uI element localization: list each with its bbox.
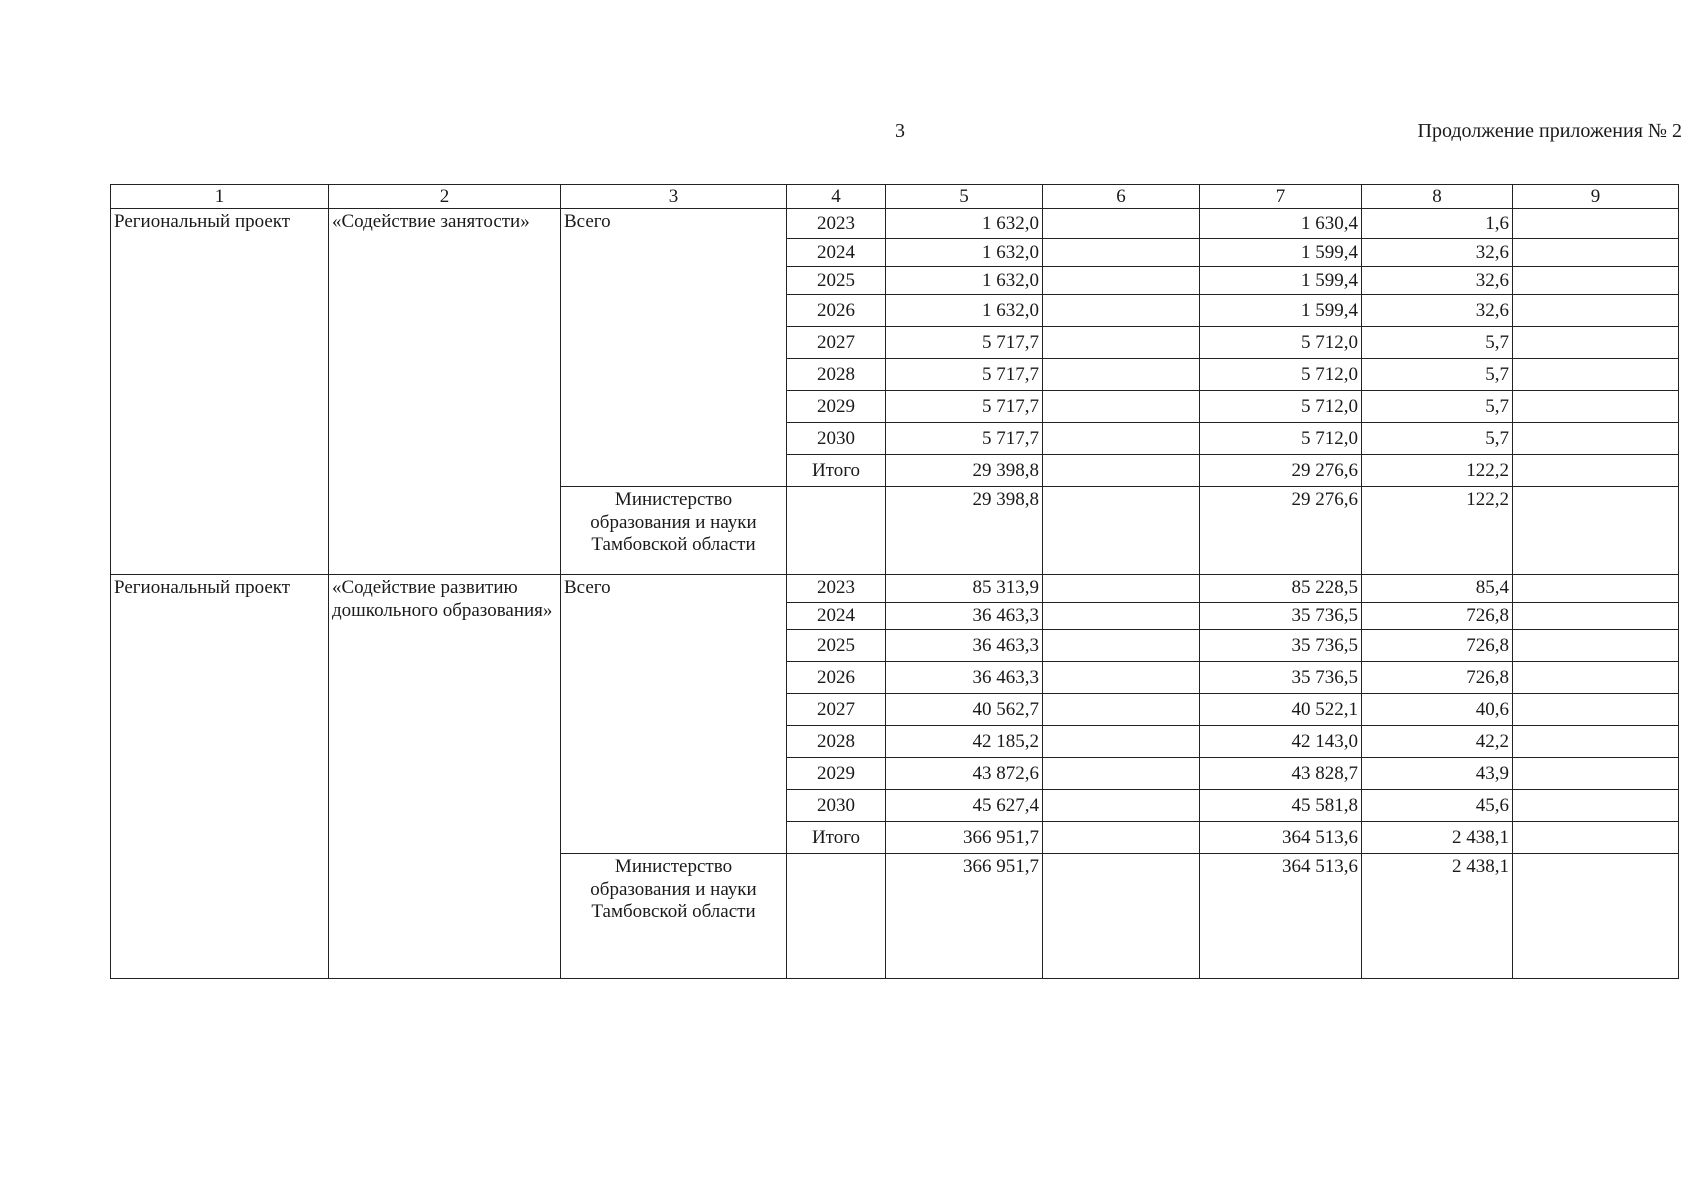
value-cell: 40,6 bbox=[1362, 694, 1513, 726]
value-cell bbox=[1043, 630, 1200, 662]
value-cell bbox=[1513, 602, 1679, 629]
value-cell bbox=[1513, 423, 1679, 455]
value-cell: 1 599,4 bbox=[1200, 239, 1362, 267]
year-cell: 2025 bbox=[787, 267, 886, 295]
year-cell: 2028 bbox=[787, 726, 886, 758]
value-cell bbox=[1043, 267, 1200, 295]
header-row bbox=[111, 185, 1679, 209]
value-cell: 726,8 bbox=[1362, 602, 1513, 629]
column-header-8: 8 bbox=[1362, 185, 1513, 209]
value-cell: 1 632,0 bbox=[886, 209, 1043, 239]
executor-value-cell: 2 438,1 bbox=[1362, 854, 1513, 979]
value-cell bbox=[1513, 758, 1679, 790]
value-cell: 45 581,8 bbox=[1200, 790, 1362, 822]
executor-value-cell bbox=[1043, 854, 1200, 979]
value-cell: 85 228,5 bbox=[1200, 575, 1362, 602]
executor-value-cell: 122,2 bbox=[1362, 487, 1513, 575]
table-body bbox=[111, 185, 1679, 979]
value-cell: 36 463,3 bbox=[886, 662, 1043, 694]
executor-value-cell bbox=[1513, 487, 1679, 575]
value-cell: 366 951,7 bbox=[886, 822, 1043, 854]
value-cell: 1 632,0 bbox=[886, 295, 1043, 327]
value-cell: 45,6 bbox=[1362, 790, 1513, 822]
column-header-6: 6 bbox=[1043, 185, 1200, 209]
value-cell bbox=[1513, 790, 1679, 822]
value-cell: 32,6 bbox=[1362, 295, 1513, 327]
executor-value-cell bbox=[787, 854, 886, 979]
value-cell: 43,9 bbox=[1362, 758, 1513, 790]
value-cell: 122,2 bbox=[1362, 455, 1513, 487]
value-cell: 5 712,0 bbox=[1200, 359, 1362, 391]
value-cell bbox=[1513, 295, 1679, 327]
value-cell: 42,2 bbox=[1362, 726, 1513, 758]
year-cell: 2030 bbox=[787, 790, 886, 822]
value-cell bbox=[1043, 359, 1200, 391]
value-cell: 45 627,4 bbox=[886, 790, 1043, 822]
budget-table bbox=[110, 184, 1679, 979]
column-header-4: 4 bbox=[787, 185, 886, 209]
value-cell bbox=[1513, 630, 1679, 662]
value-cell: 29 276,6 bbox=[1200, 455, 1362, 487]
column-header-7: 7 bbox=[1200, 185, 1362, 209]
executor-value-cell: 364 513,6 bbox=[1200, 854, 1362, 979]
value-cell: 35 736,5 bbox=[1200, 662, 1362, 694]
value-cell: 1 599,4 bbox=[1200, 267, 1362, 295]
executor-value-cell: 29 276,6 bbox=[1200, 487, 1362, 575]
value-cell: 5,7 bbox=[1362, 391, 1513, 423]
value-cell: 36 463,3 bbox=[886, 630, 1043, 662]
year-cell: 2028 bbox=[787, 359, 886, 391]
value-cell: 29 398,8 bbox=[886, 455, 1043, 487]
value-cell bbox=[1043, 455, 1200, 487]
value-cell: 42 185,2 bbox=[886, 726, 1043, 758]
executor-name-cell: Министерство образования и науки Тамбовской области bbox=[561, 854, 787, 979]
value-cell bbox=[1043, 327, 1200, 359]
value-cell: 35 736,5 bbox=[1200, 630, 1362, 662]
value-cell bbox=[1513, 359, 1679, 391]
value-cell: 5,7 bbox=[1362, 423, 1513, 455]
value-cell: 5 712,0 bbox=[1200, 423, 1362, 455]
project-type-cell: Региональный проект bbox=[111, 575, 329, 979]
value-cell bbox=[1513, 327, 1679, 359]
column-header-9: 9 bbox=[1513, 185, 1679, 209]
value-cell: 5 712,0 bbox=[1200, 327, 1362, 359]
value-cell: 40 562,7 bbox=[886, 694, 1043, 726]
value-cell: 5 717,7 bbox=[886, 391, 1043, 423]
year-cell: 2027 bbox=[787, 327, 886, 359]
page-number: 3 bbox=[895, 120, 905, 142]
executor-value-cell: 366 951,7 bbox=[886, 854, 1043, 979]
year-cell: 2023 bbox=[787, 575, 886, 602]
value-cell: 40 522,1 bbox=[1200, 694, 1362, 726]
column-header-3: 3 bbox=[561, 185, 787, 209]
value-cell: 85 313,9 bbox=[886, 575, 1043, 602]
year-cell: Итого bbox=[787, 455, 886, 487]
executor-value-cell bbox=[1513, 854, 1679, 979]
value-cell: 5,7 bbox=[1362, 327, 1513, 359]
value-cell bbox=[1043, 209, 1200, 239]
executor-name-cell: Министерство образования и науки Тамбовской области bbox=[561, 487, 787, 575]
value-cell bbox=[1513, 239, 1679, 267]
value-cell bbox=[1043, 391, 1200, 423]
value-cell: 42 143,0 bbox=[1200, 726, 1362, 758]
value-cell: 1 632,0 bbox=[886, 267, 1043, 295]
value-cell: 35 736,5 bbox=[1200, 602, 1362, 629]
value-cell: 1 599,4 bbox=[1200, 295, 1362, 327]
value-cell: 1 630,4 bbox=[1200, 209, 1362, 239]
value-cell: 5 717,7 bbox=[886, 359, 1043, 391]
year-cell: 2024 bbox=[787, 602, 886, 629]
value-cell bbox=[1043, 575, 1200, 602]
executor-value-cell bbox=[1043, 487, 1200, 575]
value-cell bbox=[1043, 694, 1200, 726]
column-header-2: 2 bbox=[329, 185, 561, 209]
project-name-cell: «Содействие занятости» bbox=[329, 209, 561, 575]
year-cell: 2029 bbox=[787, 758, 886, 790]
year-cell: 2026 bbox=[787, 662, 886, 694]
value-cell bbox=[1513, 694, 1679, 726]
column-header-1: 1 bbox=[111, 185, 329, 209]
value-cell: 32,6 bbox=[1362, 267, 1513, 295]
year-cell: 2027 bbox=[787, 694, 886, 726]
project-name-cell: «Содействие развитию дошкольного образования» bbox=[329, 575, 561, 979]
year-cell: 2024 bbox=[787, 239, 886, 267]
value-cell: 85,4 bbox=[1362, 575, 1513, 602]
value-cell bbox=[1513, 726, 1679, 758]
value-cell: 726,8 bbox=[1362, 630, 1513, 662]
value-cell bbox=[1043, 423, 1200, 455]
total-label-cell: Всего bbox=[561, 575, 787, 854]
table-row bbox=[111, 575, 1679, 602]
project-type-cell: Региональный проект bbox=[111, 209, 329, 575]
value-cell bbox=[1043, 822, 1200, 854]
value-cell bbox=[1043, 758, 1200, 790]
value-cell bbox=[1513, 267, 1679, 295]
value-cell bbox=[1513, 575, 1679, 602]
value-cell: 5 712,0 bbox=[1200, 391, 1362, 423]
year-cell: 2025 bbox=[787, 630, 886, 662]
value-cell: 1 632,0 bbox=[886, 239, 1043, 267]
value-cell: 1,6 bbox=[1362, 209, 1513, 239]
value-cell: 5,7 bbox=[1362, 359, 1513, 391]
value-cell bbox=[1043, 790, 1200, 822]
value-cell bbox=[1043, 726, 1200, 758]
value-cell: 43 872,6 bbox=[886, 758, 1043, 790]
continuation-label: Продолжение приложения № 2 bbox=[1417, 120, 1682, 142]
value-cell: 32,6 bbox=[1362, 239, 1513, 267]
value-cell bbox=[1513, 822, 1679, 854]
value-cell bbox=[1513, 391, 1679, 423]
total-label-cell: Всего bbox=[561, 209, 787, 487]
column-header-5: 5 bbox=[886, 185, 1043, 209]
year-cell: 2026 bbox=[787, 295, 886, 327]
value-cell bbox=[1043, 239, 1200, 267]
value-cell: 43 828,7 bbox=[1200, 758, 1362, 790]
year-cell: 2023 bbox=[787, 209, 886, 239]
executor-value-cell bbox=[787, 487, 886, 575]
year-cell: Итого bbox=[787, 822, 886, 854]
value-cell bbox=[1043, 602, 1200, 629]
year-cell: 2030 bbox=[787, 423, 886, 455]
value-cell bbox=[1513, 209, 1679, 239]
table-row bbox=[111, 209, 1679, 239]
executor-value-cell: 29 398,8 bbox=[886, 487, 1043, 575]
value-cell: 2 438,1 bbox=[1362, 822, 1513, 854]
value-cell bbox=[1513, 455, 1679, 487]
value-cell: 726,8 bbox=[1362, 662, 1513, 694]
value-cell: 36 463,3 bbox=[886, 602, 1043, 629]
value-cell bbox=[1043, 295, 1200, 327]
year-cell: 2029 bbox=[787, 391, 886, 423]
value-cell: 364 513,6 bbox=[1200, 822, 1362, 854]
value-cell bbox=[1043, 662, 1200, 694]
value-cell bbox=[1513, 662, 1679, 694]
value-cell: 5 717,7 bbox=[886, 327, 1043, 359]
value-cell: 5 717,7 bbox=[886, 423, 1043, 455]
